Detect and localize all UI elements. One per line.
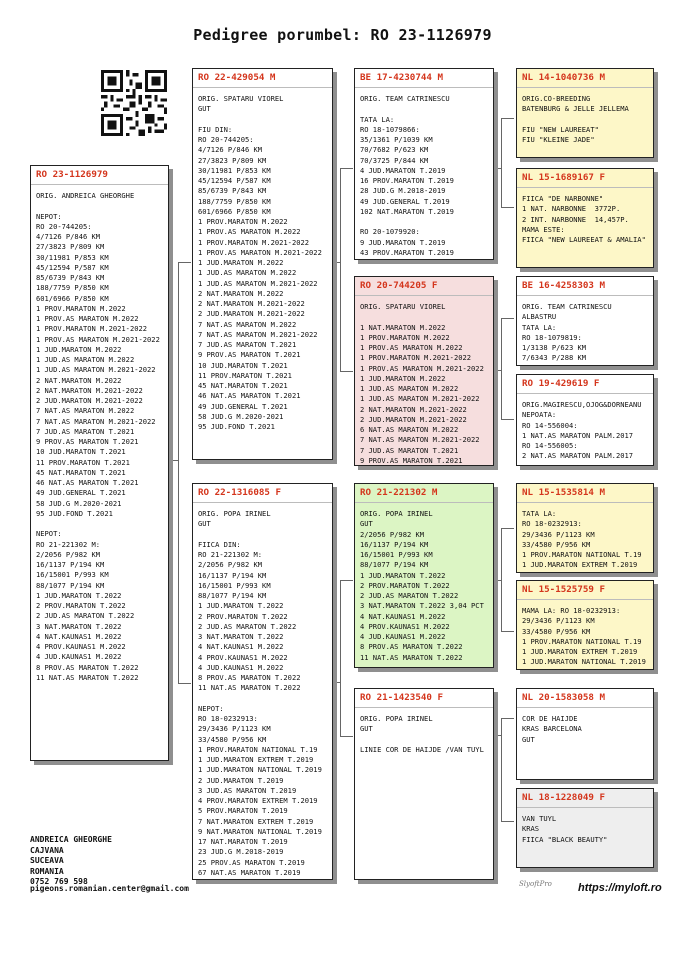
pedigree-line: 3 NAT.MARATON T.2022 3,04 PCT bbox=[360, 601, 484, 611]
pedigree-line: FIICA "DE NARBONNE" bbox=[522, 194, 604, 203]
pedigree-line: MAMA LA: RO 18-0232913: bbox=[522, 606, 621, 615]
pedigree-line: 95 JUD.FOND T.2021 bbox=[198, 422, 275, 431]
pedigree-line: 11 NAT.AS MARATON T.2022 bbox=[360, 652, 463, 662]
pedigree-line bbox=[360, 312, 488, 322]
g3-id: RO 19-429619 F bbox=[522, 378, 600, 389]
pedigree-line: RO 18-0232913: bbox=[198, 714, 258, 723]
connector-subject-to-parents bbox=[178, 262, 191, 684]
connector-sire-to-grandparents bbox=[340, 168, 353, 372]
pedigree-line: 9 NAT.MARATON NATIONAL T.2019 bbox=[198, 826, 322, 836]
pedigree-line: 188/7759 P/850 KM bbox=[36, 283, 109, 293]
pedigree-line: 33/4580 P/956 KM bbox=[522, 539, 591, 549]
pedigree-line bbox=[198, 694, 327, 704]
pedigree-line: 29/3436 P/1123 KM bbox=[522, 616, 595, 626]
pedigree-line: 1 JUD.AS MARATON M.2021-2022 bbox=[36, 365, 156, 375]
pedigree-line: 9 PROV.AS MARATON T.2021 bbox=[360, 455, 463, 465]
pedigree-line bbox=[36, 519, 163, 529]
pedigree-line: 49 JUD.GENERAL T.2021 bbox=[36, 488, 126, 498]
pedigree-line: 70/7682 P/623 KM bbox=[360, 145, 429, 155]
dam-lines bbox=[198, 509, 327, 878]
pedigree-line: 1 PROV.AS MARATON M.2021-2022 bbox=[198, 247, 322, 257]
dam-sire-id: RO 21-221302 M bbox=[360, 487, 438, 498]
pedigree-line: 11 NAT.AS MARATON T.2022 bbox=[36, 672, 139, 682]
pedigree-line: 2/2056 P/982 KM bbox=[198, 560, 263, 570]
pedigree-line: RO 20-744205: bbox=[36, 221, 92, 231]
pedigree-line: 17 NAT.MARATON T.2019 bbox=[198, 837, 288, 846]
pedigree-line: 88/1077 P/194 KM bbox=[360, 560, 429, 570]
owner-line: CAJVANA bbox=[30, 845, 64, 855]
pedigree-line: GUT bbox=[360, 519, 373, 529]
pedigree-line: 7 NAT.MARATON EXTREM T.2019 bbox=[198, 816, 314, 826]
pedigree-line: ALBASTRU bbox=[522, 312, 557, 322]
g3-id: NL 14-1040736 M bbox=[522, 72, 605, 83]
g3-card bbox=[516, 788, 654, 868]
pedigree-line: GUT bbox=[198, 104, 211, 114]
connector-sire-stub bbox=[334, 262, 340, 263]
pedigree-line: 88/1077 P/194 KM bbox=[198, 591, 267, 600]
pedigree-line: 2 INT. NARBONNE 14,457P. bbox=[522, 214, 629, 224]
connector-g2b bbox=[501, 318, 514, 420]
dam-id: RO 22-1316085 F bbox=[198, 487, 281, 498]
pedigree-line: GUT bbox=[522, 734, 535, 744]
subject-card bbox=[30, 165, 169, 761]
pedigree-line: 28 JUD.G M.2018-2019 bbox=[360, 186, 446, 196]
owner-email[interactable]: pigeons.romanian.center@gmail.com bbox=[30, 884, 189, 893]
pedigree-line: 30/11981 P/853 KM bbox=[36, 252, 109, 262]
g3-lines bbox=[522, 714, 648, 745]
pedigree-line: 2 PROV.MARATON T.2022 bbox=[198, 611, 288, 621]
pedigree-line: 1 JUD.MARATON T.2022 bbox=[36, 590, 122, 600]
pedigree-line: 4 NAT.KAUNAS1 M.2022 bbox=[360, 611, 446, 621]
pedigree-line: RO 21-221302 M: bbox=[198, 550, 263, 559]
pedigree-line: 16/1137 P/194 KM bbox=[198, 570, 267, 580]
sire-lines bbox=[198, 94, 327, 432]
connector-g2a bbox=[501, 118, 514, 208]
pedigree-line: 1 JUD.MARATON T.2022 bbox=[360, 570, 446, 580]
pedigree-line: 7 NAT.AS MARATON M.2021-2022 bbox=[36, 416, 156, 426]
owner-line: 0752 769 598 bbox=[30, 877, 88, 886]
pedigree-line: TATA LA: bbox=[522, 509, 557, 518]
pedigree-line: 2 NAT.MARATON M.2022 bbox=[36, 375, 122, 385]
pedigree-line: 7 NAT.AS MARATON M.2022 bbox=[36, 406, 135, 416]
pedigree-line: 10 JUD.MARATON T.2021 bbox=[36, 447, 126, 457]
pedigree-line: 8 PROV.AS MARATON T.2022 bbox=[360, 642, 463, 652]
pedigree-line: 1/3138 P/623 KM bbox=[522, 343, 587, 352]
pedigree-line: 4 PROV.KAUNAS1 M.2022 bbox=[198, 652, 288, 662]
pedigree-line: RO 18-0232913: bbox=[522, 519, 582, 529]
pedigree-line: 4/7126 P/846 KM bbox=[36, 232, 101, 241]
pedigree-line: 49 JUD.GENERAL T.2021 bbox=[198, 401, 288, 411]
connector-dam-stub bbox=[334, 682, 340, 683]
pedigree-line: 1 PROV.MARATON M.2021-2022 bbox=[198, 237, 310, 247]
pedigree-line: BATENBURG & JELLE JELLEMA bbox=[522, 104, 629, 114]
pedigree-line: 1 PROV.MARATON NATIONAL T.19 bbox=[522, 550, 642, 559]
g3-id: NL 15-1525759 F bbox=[522, 584, 605, 595]
g3-id: BE 16-4258303 M bbox=[522, 280, 605, 291]
connector-dam-to-grandparents bbox=[340, 580, 353, 737]
pedigree-line: 27/3823 P/809 KM bbox=[198, 155, 267, 165]
pedigree-line: 23 JUD.G M.2018-2019 bbox=[198, 847, 284, 857]
pedigree-line: NEPOT: bbox=[36, 211, 62, 221]
pedigree-line: 2 JUD.MARATON T.2019 bbox=[198, 775, 284, 785]
pedigree-line: 85/6739 P/843 KM bbox=[198, 186, 267, 196]
pedigree-line: 1 JUD.MARATON NATIONAL T.2019 bbox=[522, 657, 646, 667]
pedigree-line: 3 NAT.MARATON T.2022 bbox=[36, 621, 122, 631]
pedigree-line: 95 JUD.FOND T.2021 bbox=[36, 508, 113, 518]
pedigree-line: 2 JUD.MARATON M.2021-2022 bbox=[36, 396, 143, 405]
g3-lines bbox=[522, 509, 648, 571]
pedigree-line: 7 JUD.AS MARATON T.2021 bbox=[360, 445, 459, 455]
connector-subject-stub bbox=[170, 460, 178, 461]
pedigree-line: 2 JUD.MARATON M.2021-2022 bbox=[198, 309, 305, 319]
pedigree-line: 2 PROV.MARATON T.2022 bbox=[36, 601, 126, 610]
pedigree-line: 16/1137 P/194 KM bbox=[360, 539, 429, 549]
connector-g2a-stub bbox=[495, 168, 501, 169]
pedigree-line: FIU "KLEINE JADE" bbox=[522, 135, 595, 144]
connector-g2c-stub bbox=[495, 580, 501, 581]
pedigree-line: 35/1361 P/1039 KM bbox=[360, 135, 433, 144]
g3-id: NL 15-1535814 M bbox=[522, 487, 605, 498]
pedigree-line: 67 NAT.AS MARATON T.2019 bbox=[198, 867, 301, 877]
pedigree-line: 45 NAT.MARATON T.2021 bbox=[198, 381, 288, 390]
pedigree-line: 1 PROV.AS MARATON M.2022 bbox=[360, 343, 463, 352]
owner-line: ANDREICA GHEORGHE bbox=[30, 835, 112, 844]
pedigree-line bbox=[360, 104, 488, 114]
pedigree-line: 2 JUD.AS MARATON T.2022 bbox=[198, 621, 297, 631]
g3-card bbox=[516, 483, 654, 573]
pedigree-line: 88/1077 P/194 KM bbox=[36, 580, 105, 590]
subject-id: RO 23-1126979 bbox=[36, 169, 108, 180]
pedigree-line: 601/6966 P/850 KM bbox=[198, 206, 271, 216]
pedigree-line: 7 NAT.AS MARATON M.2021-2022 bbox=[360, 435, 480, 445]
pedigree-line: 1 NAT.AS MARATON PALM.2017 bbox=[522, 430, 634, 440]
pedigree-line: 1 JUD.AS MARATON M.2022 bbox=[360, 384, 459, 393]
pedigree-line: 7/6343 P/288 KM bbox=[522, 353, 587, 363]
pedigree-line: 4 PROV.MARATON EXTREM T.2019 bbox=[198, 796, 318, 805]
pedigree-line: 46 NAT.AS MARATON T.2021 bbox=[36, 478, 139, 487]
pedigree-line: RO 14-556005: bbox=[522, 441, 578, 450]
pedigree-line: 4/7126 P/846 KM bbox=[198, 145, 263, 155]
pedigree-line: FIICA "NEW LAUREEAT & AMALIA" bbox=[522, 235, 646, 244]
pedigree-line: 1 PROV.MARATON NATIONAL T.19 bbox=[522, 636, 642, 646]
pedigree-line: 45/12594 P/587 KM bbox=[36, 262, 109, 272]
pedigree-line: 1 PROV.AS MARATON M.2022 bbox=[198, 227, 301, 237]
sire-card bbox=[192, 68, 333, 460]
pedigree-line: ORIG. POPA IRINEL bbox=[198, 509, 271, 518]
pedigree-line: LINIE COR DE HAIJDE /VAN TUYL bbox=[360, 744, 484, 754]
pedigree-line: 11 NAT.AS MARATON T.2022 bbox=[198, 683, 301, 693]
pedigree-line: 9 JUD.MARATON T.2019 bbox=[360, 237, 446, 247]
sire-id: RO 22-429054 M bbox=[198, 72, 276, 83]
pedigree-line: RO 18-1079866: bbox=[360, 124, 420, 134]
pedigree-line: RO 20-744205: bbox=[198, 135, 254, 144]
g3-id: NL 15-1689167 F bbox=[522, 172, 605, 183]
pedigree-line: 1 JUD.MARATON NATIONAL T.2019 bbox=[198, 765, 322, 775]
pedigree-line: 7 NAT.AS MARATON M.2022 bbox=[198, 319, 297, 329]
pedigree-line bbox=[198, 115, 327, 125]
pedigree-line: GUT bbox=[198, 519, 211, 529]
sire-sire-lines bbox=[360, 94, 488, 258]
sire-dam-id: RO 20-744205 F bbox=[360, 280, 438, 291]
pedigree-line: ORIG. TEAM CATRINESCU bbox=[360, 94, 450, 103]
pedigree-line: RO 14-556004: bbox=[522, 420, 578, 430]
pedigree-line: 1 JUD.MARATON M.2022 bbox=[198, 258, 284, 267]
pedigree-line bbox=[360, 217, 488, 227]
pedigree-line: ORIG. POPA IRINEL bbox=[360, 509, 433, 518]
pedigree-line: 7 JUD.AS MARATON T.2021 bbox=[198, 340, 297, 349]
pedigree-line: ORIG. POPA IRINEL bbox=[360, 714, 433, 723]
pedigree-line: ORIG. SPATARU VIOREL bbox=[360, 302, 446, 311]
pedigree-line: 33/4580 P/956 KM bbox=[198, 734, 267, 744]
pedigree-line: 4 PROV.KAUNAS1 M.2022 bbox=[360, 621, 450, 631]
pedigree-line: 49 JUD.GENERAL T.2019 bbox=[360, 196, 450, 206]
pedigree-line: 1 JUD.MARATON EXTREM T.2019 bbox=[198, 755, 314, 764]
pedigree-line: 27/3823 P/809 KM bbox=[36, 242, 105, 252]
connector-g2b-stub bbox=[495, 370, 501, 371]
subject-lines bbox=[36, 191, 163, 683]
pedigree-line bbox=[198, 530, 327, 540]
dam-dam-id: RO 21-1423540 F bbox=[360, 692, 443, 703]
pedigree-line: 1 PROV.MARATON NATIONAL T.19 bbox=[198, 744, 318, 754]
pedigree-line: 1 PROV.MARATON M.2022 bbox=[198, 217, 288, 226]
pedigree-line: VAN TUYL bbox=[522, 814, 557, 823]
pedigree-line: 29/3436 P/1123 KM bbox=[522, 529, 595, 539]
pedigree-line: NEPOT: bbox=[198, 703, 224, 713]
pedigree-line: 1 PROV.MARATON M.2022 bbox=[36, 303, 126, 313]
pedigree-line: ORIG. SPATARU VIOREL bbox=[198, 94, 284, 103]
signature: SlyoftPro bbox=[519, 880, 552, 888]
page-title: Pedigree porumbel: RO 23-1126979 bbox=[193, 26, 492, 44]
pedigree-line: FIU "NEW LAUREEAT" bbox=[522, 124, 599, 134]
pedigree-line: 43 PROV.MARATON T.2019 bbox=[360, 247, 454, 257]
pedigree-line: 102 NAT.MARATON T.2019 bbox=[360, 206, 454, 216]
pedigree-line: KRAS bbox=[522, 824, 540, 834]
pedigree-line: 46 NAT.AS MARATON T.2021 bbox=[198, 391, 301, 401]
pedigree-line: 9 PROV.AS MARATON T.2021 bbox=[198, 350, 301, 360]
pedigree-line: 1 JUD.MARATON T.2022 bbox=[198, 601, 284, 611]
connector-g2d-stub bbox=[495, 735, 501, 736]
pedigree-line: 2 JUD.AS MARATON T.2022 bbox=[360, 591, 459, 600]
pedigree-line: 4 PROV.KAUNAS1 M.2022 bbox=[36, 642, 126, 651]
owner-line: ROMANIA bbox=[30, 866, 64, 876]
pedigree-line: 1 JUD.MARATON M.2022 bbox=[360, 373, 446, 383]
pedigree-line: KRAS BARCELONA bbox=[522, 724, 582, 734]
pedigree-line: 1 JUD.AS MARATON M.2021-2022 bbox=[198, 278, 318, 288]
pedigree-line: 601/6966 P/850 KM bbox=[36, 293, 109, 303]
pedigree-line: TATA LA: bbox=[360, 114, 395, 124]
pedigree-line: 1 PROV.MARATON M.2021-2022 bbox=[36, 324, 148, 334]
pedigree-line: 16/15001 P/993 KM bbox=[360, 550, 433, 559]
pedigree-line: ORIG.MAGIRESCU,OJOG&DORNEANU bbox=[522, 400, 642, 409]
pedigree-line: 1 PROV.AS MARATON M.2021-2022 bbox=[36, 334, 160, 344]
pedigree-line: 1 JUD.MARATON M.2022 bbox=[36, 344, 122, 354]
g3-card bbox=[516, 374, 654, 466]
pedigree-line: 29/3436 P/1123 KM bbox=[198, 724, 271, 734]
pedigree-line: 2 NAT.AS MARATON PALM.2017 bbox=[522, 451, 634, 461]
pedigree-line: 16/15001 P/993 KM bbox=[36, 570, 109, 580]
pedigree-line: 1 PROV.MARATON M.2022 bbox=[360, 332, 450, 342]
pedigree-line: 3 JUD.AS MARATON T.2019 bbox=[198, 785, 297, 795]
pedigree-line bbox=[522, 115, 648, 125]
g3-lines bbox=[522, 194, 648, 245]
pedigree-line: 9 PROV.AS MARATON T.2021 bbox=[36, 437, 139, 446]
pedigree-line: 58 JUD.G M.2020-2021 bbox=[198, 411, 284, 421]
pedigree-line: RO 18-1079819: bbox=[522, 332, 582, 342]
pedigree-line bbox=[360, 735, 488, 745]
pedigree-line: 16/15001 P/993 KM bbox=[198, 580, 271, 590]
pedigree-line: 3 NAT.MARATON T.2022 bbox=[198, 632, 284, 641]
pedigree-line: 7 NAT.AS MARATON M.2021-2022 bbox=[198, 329, 318, 339]
pedigree-line: 4 JUD.KAUNAS1 M.2022 bbox=[36, 652, 122, 662]
pedigree-line: 1 JUD.MARATON EXTREM T.2019 bbox=[522, 647, 638, 656]
pedigree-line: 1 JUD.AS MARATON M.2021-2022 bbox=[360, 394, 480, 404]
pedigree-line: 11 PROV.MARATON T.2021 bbox=[36, 457, 130, 467]
qr-code-icon bbox=[99, 70, 169, 136]
pedigree-line: RO 20-1079920: bbox=[360, 227, 420, 237]
pedigree-line: 2 JUD.AS MARATON T.2022 bbox=[36, 611, 135, 621]
g3-lines bbox=[522, 814, 648, 845]
g3-lines bbox=[522, 302, 648, 364]
connector-g2c bbox=[501, 528, 514, 632]
pedigree-line: FIU DIN: bbox=[198, 124, 233, 134]
pedigree-line: 8 PROV.AS MARATON T.2022 bbox=[198, 673, 301, 682]
pedigree-line: 188/7759 P/850 KM bbox=[198, 196, 271, 206]
pedigree-line: 2 JUD.MARATON M.2021-2022 bbox=[360, 414, 467, 424]
pedigree-line: 16 PROV.MARATON T.2019 bbox=[360, 176, 454, 185]
pedigree-line: 5 PROV.MARATON T.2019 bbox=[198, 806, 288, 816]
pedigree-line: FIICA "BLACK BEAUTY" bbox=[522, 834, 608, 844]
pedigree-line: 10 JUD.MARATON T.2021 bbox=[198, 360, 288, 370]
g3-card bbox=[516, 580, 654, 670]
website-link[interactable]: https://myloft.ro bbox=[578, 882, 662, 894]
pedigree-line: 1 JUD.AS MARATON M.2022 bbox=[36, 355, 135, 364]
dam-dam-card bbox=[354, 688, 494, 880]
pedigree-line: 85/6739 P/843 KM bbox=[36, 273, 105, 282]
pedigree-line: ORIG.CO-BREEDING bbox=[522, 94, 591, 103]
g3-lines bbox=[522, 606, 648, 668]
g3-id: NL 20-1583058 M bbox=[522, 692, 605, 703]
g3-id: NL 18-1228049 F bbox=[522, 792, 605, 803]
pedigree-line: 70/3725 P/844 KM bbox=[360, 155, 429, 165]
g3-lines bbox=[522, 94, 648, 145]
pedigree-line: RO 21-221302 M: bbox=[36, 539, 101, 549]
pedigree-line: 1 PROV.AS MARATON M.2022 bbox=[36, 314, 139, 323]
pedigree-line: 45/12594 P/587 KM bbox=[198, 176, 271, 185]
pedigree-line: 4 JUD.KAUNAS1 M.2022 bbox=[360, 632, 446, 641]
pedigree-line: 33/4580 P/956 KM bbox=[522, 626, 591, 636]
pedigree-line: 4 JUD.KAUNAS1 M.2022 bbox=[198, 662, 284, 672]
pedigree-line: 1 JUD.AS MARATON M.2022 bbox=[198, 268, 297, 278]
pedigree-line: COR DE HAIJDE bbox=[522, 714, 578, 723]
pedigree-line: 45 NAT.MARATON T.2021 bbox=[36, 467, 126, 477]
pedigree-line: 11 PROV.MARATON T.2021 bbox=[198, 370, 292, 380]
pedigree-line: 1 NAT.MARATON M.2022 bbox=[360, 322, 446, 332]
pedigree-line: 25 PROV.AS MARATON T.2019 bbox=[198, 857, 305, 867]
sire-sire-id: BE 17-4230744 M bbox=[360, 72, 443, 83]
pedigree-line: 2/2056 P/982 KM bbox=[360, 529, 425, 539]
pedigree-line: 16/1137 P/194 KM bbox=[36, 560, 105, 569]
pedigree-line: ORIG. ANDREICA GHEORGHE bbox=[36, 191, 135, 200]
sire-dam-card bbox=[354, 276, 494, 466]
pedigree-line: ORIG. TEAM CATRINESCU bbox=[522, 302, 612, 311]
pedigree-line: 4 NAT.KAUNAS1 M.2022 bbox=[36, 631, 122, 641]
pedigree-line: 4 JUD.MARATON T.2019 bbox=[360, 165, 446, 175]
pedigree-line: 2/2056 P/982 KM bbox=[36, 549, 101, 559]
pedigree-line: 2 NAT.MARATON M.2021-2022 bbox=[360, 404, 467, 414]
g3-card bbox=[516, 276, 654, 366]
pedigree-line: 6 NAT.AS MARATON M.2022 bbox=[360, 425, 459, 434]
pedigree-line: 30/11981 P/853 KM bbox=[198, 165, 271, 175]
dam-sire-card bbox=[354, 483, 494, 668]
dam-card bbox=[192, 483, 333, 880]
pedigree-line: 1 JUD.MARATON EXTREM T.2019 bbox=[522, 560, 638, 570]
pedigree-line: 1 PROV.AS MARATON M.2021-2022 bbox=[360, 363, 484, 373]
sire-dam-lines bbox=[360, 302, 488, 466]
pedigree-line: 1 PROV.MARATON M.2021-2022 bbox=[360, 353, 472, 363]
owner-line: SUCEAVA bbox=[30, 856, 64, 865]
pedigree-line bbox=[36, 201, 163, 211]
pedigree-line: TATA LA: bbox=[522, 322, 557, 332]
g3-card bbox=[516, 168, 654, 268]
pedigree-line: FIICA DIN: bbox=[198, 539, 241, 549]
g3-card bbox=[516, 68, 654, 158]
g3-lines bbox=[522, 400, 648, 462]
pedigree-line: 8 PROV.AS MARATON T.2022 bbox=[36, 662, 139, 672]
pedigree-line: 2 NAT.MARATON M.2021-2022 bbox=[198, 299, 305, 308]
g3-card bbox=[516, 688, 654, 780]
dam-sire-lines bbox=[360, 509, 488, 663]
pedigree-line: 1 NAT. NARBONNE 3772P. bbox=[522, 204, 621, 214]
pedigree-line: 58 JUD.G M.2020-2021 bbox=[36, 498, 122, 508]
pedigree-line: MAMA ESTE: bbox=[522, 224, 565, 234]
pedigree-line: 7 JUD.AS MARATON T.2021 bbox=[36, 426, 135, 436]
pedigree-line: NEPOATA: bbox=[522, 410, 557, 420]
pedigree-line: 2 PROV.MARATON T.2022 bbox=[360, 580, 450, 590]
pedigree-line: 2 NAT.MARATON M.2021-2022 bbox=[36, 385, 143, 395]
owner-contact bbox=[30, 835, 112, 888]
sire-sire-card bbox=[354, 68, 494, 260]
pedigree-line: GUT bbox=[360, 724, 373, 734]
pedigree-line: 2 NAT.MARATON M.2022 bbox=[198, 288, 284, 298]
pedigree-line: NEPOT: bbox=[36, 529, 62, 539]
connector-g2d bbox=[501, 718, 514, 822]
dam-dam-lines bbox=[360, 714, 488, 755]
pedigree-line: 4 NAT.KAUNAS1 M.2022 bbox=[198, 642, 284, 652]
